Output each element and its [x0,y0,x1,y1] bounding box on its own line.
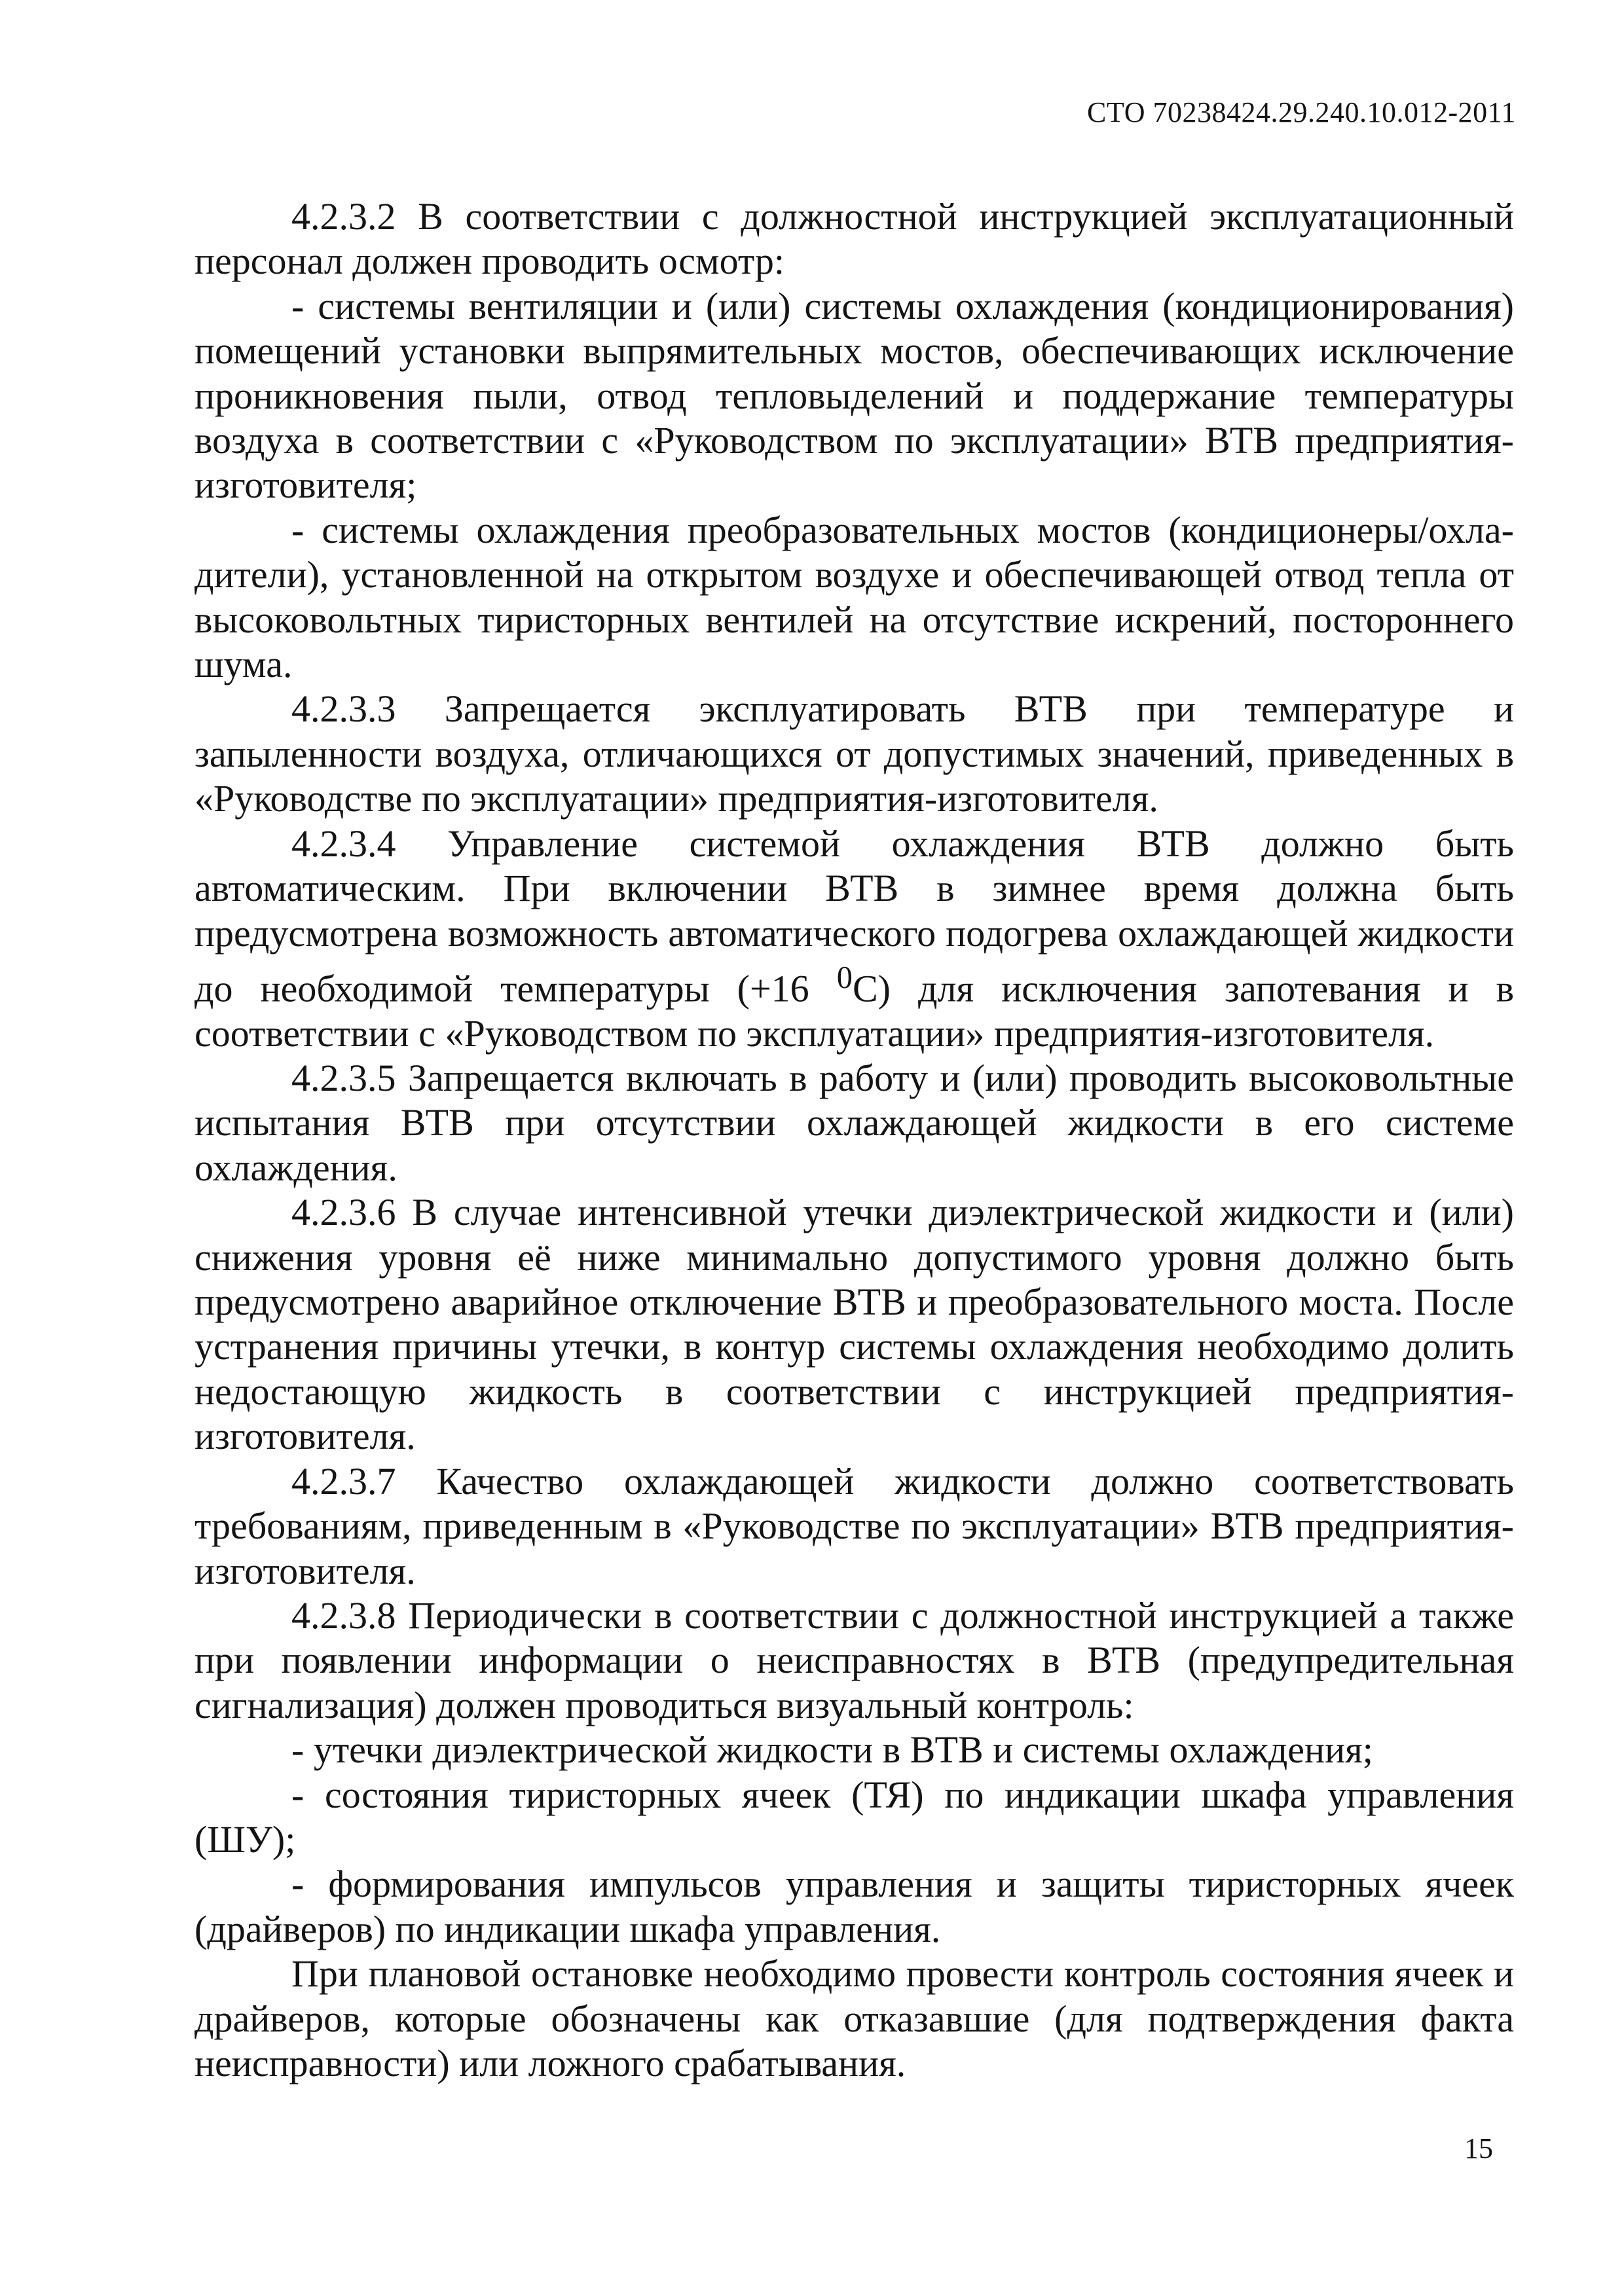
body-text [194,194,1514,2086]
degree-superscript: 0 [836,960,853,995]
list-item-cooling-bridges: - системы охлаждения преобразовательных мостов (кондиционеры/охла-дители), установленной на открытом воздухе и обеспечивающей отвод тепла от высоковольтных тиристорных вентилей на отсутствие искрений, постороннего шума. [194,508,1514,686]
page-number: 15 [1464,2132,1493,2164]
list-item-leaks: - утечки диэлектрической жидкости в ВТВ и системы охлаждения; [291,1728,1373,1772]
paragraph-4-2-3-6: 4.2.3.6 В случае интенсивной утечки диэлектрической жидкости и (или) снижения уровня её ниже минимально допустимого уровня должно быть предусмотрено аварийное отключение ВТВ и преобразовательного моста. После устранения причины утечки, в контур системы охлаждения необходимо долить недостающую жидкость в соответствии с инструкцией предприятия-изготовителя. [194,1191,1514,1458]
paragraph-4-2-3-7: 4.2.3.7 Качество охлаждающей жидкости должно соответствовать требованиям, приведенным в «Руководстве по эксплуатации» ВТВ предприятия-изготовителя. [194,1459,1514,1592]
paragraph-4-2-3-3: 4.2.3.3 Запрещается эксплуатировать ВТВ при температуре и запыленности воздуха, отличающихся от допустимых значений, приведенных в «Руководстве по эксплуатации» предприятия-изготовителя. [194,687,1514,820]
list-item-control-pulses: - формирования импульсов управления и защиты тиристорных ячеек (драйверов) по индикации шкафа управления. [194,1863,1514,1950]
list-item-thyristor-cells: - состояния тиристорных ячеек (ТЯ) по индикации шкафа управления (ШУ); [194,1773,1514,1861]
paragraph-4-2-3-8: 4.2.3.8 Периодически в соответствии с должностной инструкцией а также при появлении информации о неисправностях в ВТВ (предупредительная сигнализация) должен проводиться визуальный контроль: [194,1594,1514,1726]
list-item-ventilation: - системы вентиляции и (или) системы охлаждения (кондиционирования) помещений установки выпрямительных мостов, обеспечивающих исключение проникновения пыли, отвод тепловыделений и поддержание температуры воздуха в соответствии с «Руководством по эксплуатации» ВТВ предприятия-изготовителя; [194,284,1514,507]
paragraph-planned-stop: При плановой остановке необходимо провести контроль состояния ячеек и драйверов, которые обозначены как отказавшие (для подтверждения факта неисправности) или ложного срабатывания. [194,1952,1514,2085]
paragraph-4-2-3-5: 4.2.3.5 Запрещается включать в работу и (или) проводить высоковольтные испытания ВТВ при отсутствии охлаждающей жидкости в его системе охлаждения. [194,1057,1514,1189]
document-code-header: СТО 70238424.29.240.10.012-2011 [1087,96,1516,128]
paragraph-4-2-3-4 [194,822,1514,1056]
paragraph-4-2-3-2: 4.2.3.2 В соответствии с должностной инструкцией эксплуатационный персонал должен проводить осмотр: [194,195,1514,283]
paragraph-4-2-3-4-tail: С) для исключения запотевания и в соответствии с «Руководством по эксплуатации» предприятия-изготовителя. [194,967,1515,1055]
paragraph-4-2-3-4-text: 4.2.3.4 Управление системой охлаждения ВТВ должно быть автоматическим. При включении ВТВ в зимнее время должна быть предусмотрена возможность автоматического подогрева охлаждающей жидкости до необходимой температуры (+16 [194,822,1514,1010]
